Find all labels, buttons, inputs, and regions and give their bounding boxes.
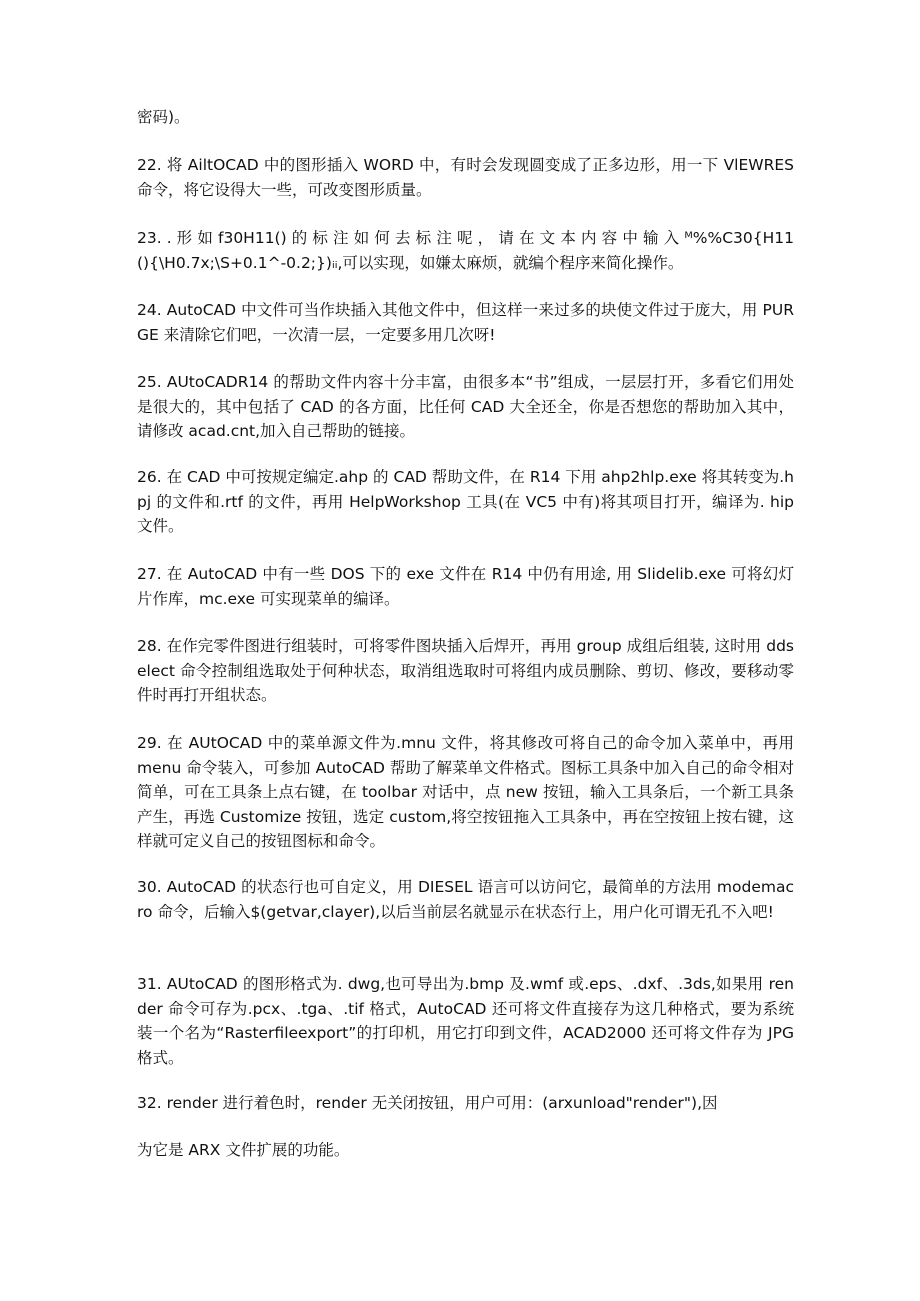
paragraph-tip-24: 24. AutoCAD 中文件可当作块插入其他文件中，但这样一来过多的块使文件过于庞大，用 PURGE 来清除它们吧，一次清一层，一定要多用几次呀!: [137, 301, 794, 344]
paragraph-tip-30: 30. AutoCAD 的状态行也可自定义，用 DIESEL 语言可以访问它，最简单的方法用 modemacro 命令，后输入$(getvar,clayer),以后当前层名就显示在状态行上，用户化可谓无孔不入吧!: [137, 878, 794, 921]
paragraph-tip-29: 29. 在 AUtOCAD 中的菜单源文件为.mnu 文件，将其修改可将自己的命令加入菜单中，再用 menu 命令装入，可参加 AutoCAD 帮助了解菜单文件格式。图标工具条中加入自己的命令相对简单，可在工具条上点右键，在 toolbar 对话中，点 new 按钮，输入工具条后，一个新工具条产生，再选 Customize 按钮，选定 custom,将空按钮拖入工具条中，再在空按钮上按右键，这样就可定义自己的按钮图标和命令。: [137, 734, 794, 850]
paragraph-tip-25: 25. AUtoCADR14 的帮助文件内容十分丰富，由很多本“书”组成，一层层打开，多看它们用处是很大的，其中包括了 CAD 的各方面，比任何 CAD 大全还全，你是否想您的帮助加入其中，请修改 acad.cnt,加入自己帮助的链接。: [137, 373, 794, 440]
paragraph-tip-31: 31. AUtoCAD 的图形格式为. dwg,也可导出为.bmp 及.wmf 或.eps、.dxf、.3ds,如果用 render 命令可存为.pcx、.tga、.tif 格式，AutoCAD 还可将文件直接存为这几种格式，要为系统装一个名为“Rasterfileexport”的打印机，用它打印到文件，ACAD2000 还可将文件存为 JPG 格式。: [137, 975, 794, 1067]
paragraph-tip-22: 22. 将 AiltOCAD 中的图形插入 WORD 中，有时会发现圆变成了正多边形，用一下 VlEWRES 命令，将它设得大一些，可改变图形质量。: [137, 156, 794, 199]
paragraph-tip-26: 26. 在 CAD 中可按规定编定.ahp 的 CAD 帮助文件，在 R14 下用 ahp2hlp.exe 将其转变为.hpj 的文件和.rtf 的文件，再用 HelpWorkshop 工具(在 VC5 中有)将其项目打开，编译为. hip 文件。: [137, 468, 794, 535]
paragraph-tip-27: 27. 在 AutoCAD 中有一些 DOS 下的 exe 文件在 R14 中仍有用途, 用 Slidelib.exe 可将幻灯片作库，mc.exe 可实现菜单的编译。: [137, 565, 794, 608]
paragraph-tip-32-continued: 为它是 ARX 文件扩展的功能。: [137, 1141, 350, 1159]
paragraph-password-fragment: 密码)。: [137, 108, 190, 126]
paragraph-tip-28: 28. 在作完零件图进行组装时，可将零件图块插入后焊开，再用 group 成组后组装, 这时用 ddselect 命令控制组选取处于何种状态，取消组选取时可将组内成员删除、剪切、修改，要移动零件时再打开组状态。: [137, 637, 794, 704]
paragraph-tip-23: 23. . 形 如 f30H11() 的 标 注 如 何 去 标 注 呢 ， 请 在 文 本 内 容 中 输 入 ᴹ%%C30{H11(){\H0.7x;\S+0.1^-0.2;})ᵢᵢ,可以实现，如嫌太麻烦，就编个程序来简化操作。: [137, 229, 794, 272]
paragraph-tip-32: 32. render 进行着色时，render 无关闭按钮，用户可用：(arxunload"render"),因: [137, 1094, 718, 1112]
